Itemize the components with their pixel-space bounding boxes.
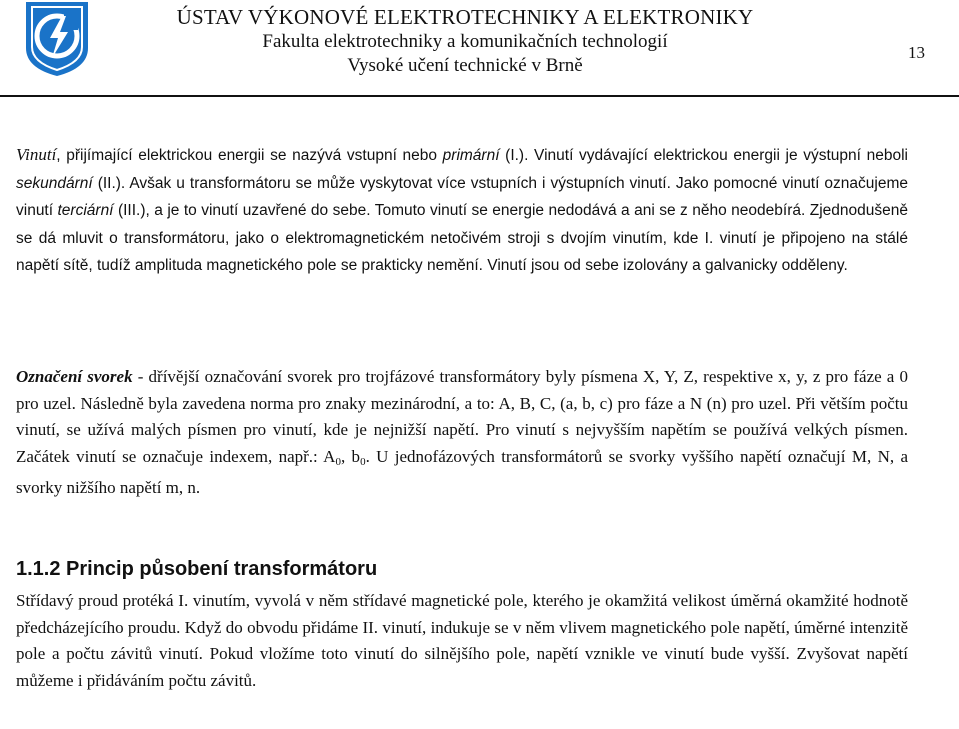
text-run: , b bbox=[340, 446, 361, 466]
university-title: Vysoké učení technické v Brně bbox=[347, 55, 583, 76]
text-run: (III.), a je to vinutí uzavřené do sebe. Tomuto vinutí se energie nedodává a ani se z něho neodebírá. Zjednodušeně se dá mluvit o transformátoru, jako o elektromagnetickém netočivém stroji s dvojím vinutím, kde I. vinutí je připojeno na stálé napětí sítě, tudíž amplituda magnetického pole se prakticky nemění. Vinutí jsou od sebe izolovány a galvanicky odděleny. bbox=[16, 202, 908, 274]
subscript: 0 bbox=[360, 455, 366, 468]
paragraph-windings bbox=[16, 142, 908, 280]
text-run: - dřívější označování svorek pro trojfázové transformátory byly písmena X, Y, Z, respektive x, y, z pro fáze a 0 pro uzel. Následně byla zavedena norma pro znaky mezinárodní, a to: A, B, C, (a, b, c) pro fáze a N (n) pro uzel. Při větším počtu vinutí, se užívá malých písmen pro vinutí, kde je nejnižší napětí. Pro vinutí s nejvyšším napětím se používá velkých písmen. Začátek vinutí se označuje indexem, např.: A bbox=[16, 367, 908, 466]
term-vinuti: Vinutí bbox=[16, 145, 57, 164]
text-run: . U jednofázových transformátorů se svorky vyššího napětí označují M, N, a svorky nižšího napětí m, n. bbox=[16, 446, 908, 497]
header-divider bbox=[0, 95, 959, 97]
section-heading: 1.1.2 Princip působení transformátoru bbox=[16, 558, 378, 580]
header-titles bbox=[150, 4, 780, 78]
university-logo-icon bbox=[22, 0, 92, 78]
text-run: (II.). Avšak u transformátoru se může vyskytovat více vstupních i výstupních vinutí. Jako pomocné vinutí označujeme vinutí bbox=[16, 174, 908, 219]
paragraph-principle: Střídavý proud protéká I. vinutím, vyvolá v něm střídavé magnetické pole, kterého je okamžitá velikost úměrná okamžité hodnotě předcházejícího proudu. Když do obvodu přidáme II. vinutí, indukuje se v něm vlivem magnetického pole napětí, úměrné intenzitě pole a počtu závitů vinutí. Pokud vložíme toto vinutí do silnějšího pole, napětí vznikle ve vinutí bude vyšší. Zvyšovat napětí můžeme i přidáváním počtu závitů. bbox=[16, 591, 908, 690]
faculty-title: Fakulta elektrotechniky a komunikačních technologií bbox=[262, 31, 668, 52]
text-run: , přijímající elektrickou energii se nazývá vstupní nebo bbox=[56, 147, 443, 164]
page-number: 13 bbox=[908, 43, 925, 62]
institute-title: ÚSTAV VÝKONOVÉ ELEKTROTECHNIKY A ELEKTRONIKY bbox=[176, 5, 754, 29]
text-run: (I.). Vinutí vydávající elektrickou energii je výstupní neboli bbox=[499, 147, 908, 164]
term-oznaceni-svorek: Označení svorek bbox=[16, 367, 133, 386]
paragraph-terminal-marking bbox=[16, 364, 908, 502]
page-header bbox=[0, 0, 959, 97]
term-primarni: primární bbox=[442, 147, 500, 164]
term-sekundarni: sekundární bbox=[16, 174, 93, 192]
term-terciarni: terciární bbox=[57, 202, 114, 219]
subscript: 0 bbox=[335, 455, 341, 468]
